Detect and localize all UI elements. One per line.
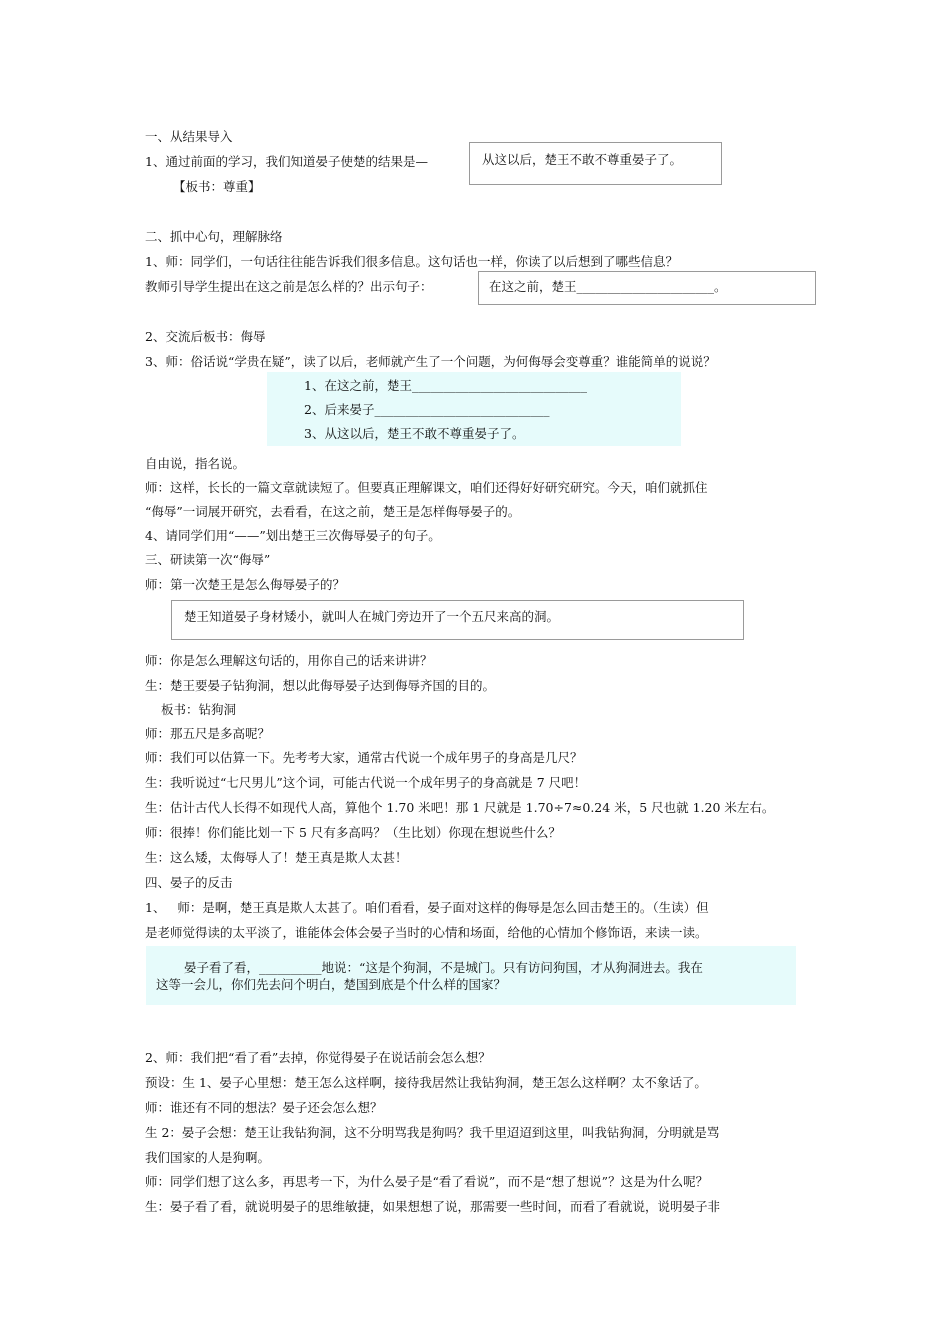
paragraph-line: 是老师觉得读的太平淡了，谁能体会体会晏子当时的心情和场面，给他的心情加个修饰语，来读一读。: [145, 925, 708, 940]
paragraph-line: 生：楚王要晏子钻狗洞，想以此侮辱晏子达到侮辱齐国的目的。: [145, 678, 496, 693]
highlight-line: 2、后来晏子____________________________: [304, 402, 550, 417]
paragraph-line: 生：我听说过“七尺男儿”这个词，可能古代说一个成年男子的身高就是 7 尺吧！: [145, 775, 587, 790]
paragraph-line: 教师引导学生提出在这之前是怎么样的？出示句子：: [145, 279, 433, 294]
paragraph-line: 师：谁还有不同的想法？晏子还会怎么想？: [145, 1100, 383, 1115]
fill-in-box-text: 在这之前，楚王______________________。: [489, 279, 727, 294]
heading-section-4: 四、晏子的反击: [145, 875, 233, 890]
paragraph-line: 师：你是怎么理解这句话的，用你自己的话来讲讲？: [145, 653, 433, 668]
paragraph-line: 生 2：晏子会想：楚王让我钻狗洞，这不分明骂我是狗吗？我千里迢迢到这里，叫我钻狗洞，分明就是骂: [145, 1125, 720, 1140]
heading-section-1: 一、从结果导入: [145, 129, 233, 144]
paragraph-line: 预设：生 1、晏子心里想：楚王怎么这样啊，接待我居然让我钻狗洞，楚王怎么这样啊？太不象话了。: [145, 1075, 707, 1090]
paragraph-line: 师：第一次楚王是怎么侮辱晏子的？: [145, 577, 346, 592]
paragraph-line: 生：估计古代人长得不如现代人高，算他个 1.70 米吧！那 1 尺就是 1.70÷7≈0.24 米，5 尺也就 1.20 米左右。: [145, 800, 775, 815]
paragraph-line: 师：这样，长长的一篇文章就读短了。但要真正理解课文，咱们还得好好研究研究。今天，咱们就抓住: [145, 480, 708, 495]
board-note: 板书：钻狗洞: [161, 702, 237, 717]
highlight-line: 1、在这之前，楚王____________________________: [304, 378, 587, 393]
quote-box: [171, 600, 744, 640]
heading-section-2: 二、抓中心句，理解脉络: [145, 229, 283, 244]
paragraph-line: 师：同学们想了这么多，再思考一下，为什么晏子是“看了看说”，而不是“想了想说”？这是为什么呢？: [145, 1174, 709, 1189]
answer-box: [469, 142, 722, 185]
heading-section-3: 三、研读第一次“侮辱”: [145, 552, 271, 567]
quote-line: 晏子看了看，__________地说：“这是个狗洞，不是城门。只有访问狗国，才从狗洞进去。我在: [184, 960, 703, 975]
quote-line: 这等一会儿，你们先去问个明白，楚国到底是个什么样的国家？: [156, 977, 507, 992]
paragraph-line: 师：很捧！你们能比划一下 5 尺有多高吗？（生比划）你现在想说些什么？: [145, 825, 561, 840]
paragraph-line: 1、 师：是啊，楚王真是欺人太甚了。咱们看看，晏子面对这样的侮辱是怎么回击楚王的。（生读）但: [145, 900, 709, 915]
answer-box-text: 从这以后，楚王不敢不尊重晏子了。: [482, 152, 683, 167]
paragraph-line: 3、师：俗话说“学贵在疑”，读了以后，老师就产生了一个问题，为何侮辱会变尊重？谁能简单的说说？: [145, 354, 716, 369]
paragraph-line: 2、交流后板书：侮辱: [145, 329, 266, 344]
paragraph-line: 师：我们可以估算一下。先考考大家，通常古代说一个成年男子的身高是几尺？: [145, 750, 583, 765]
highlight-line: 3、从这以后，楚王不敢不尊重晏子了。: [304, 426, 525, 441]
board-note: 【板书：尊重】: [173, 179, 261, 194]
quote-highlight-box: [146, 946, 796, 1005]
paragraph-line: 生：晏子看了看，就说明晏子的思维敏捷，如果想想了说，那需要一些时间，而看了看就说，说明晏子非: [145, 1199, 721, 1214]
paragraph-line: 师：那五尺是多高呢？: [145, 726, 271, 741]
quote-box-text: 楚王知道晏子身材矮小，就叫人在城门旁边开了一个五尺来高的洞。: [184, 609, 560, 624]
paragraph-line: 1、通过前面的学习，我们知道晏子使楚的结果是—: [145, 154, 428, 169]
paragraph-line: 自由说，指名说。: [145, 456, 246, 471]
highlight-box: [267, 372, 681, 446]
paragraph-line: 我们国家的人是狗啊。: [145, 1150, 271, 1165]
paragraph-line: 4、请同学们用“——”划出楚王三次侮辱晏子的句子。: [145, 528, 441, 543]
paragraph-line: 2、师：我们把“看了看”去掉，你觉得晏子在说话前会怎么想？: [145, 1050, 491, 1065]
fill-in-box: [478, 271, 816, 305]
paragraph-line: 1、师：同学们，一句话往往能告诉我们很多信息。这句话也一样，你读了以后想到了哪些信息？: [145, 254, 678, 269]
paragraph-line: 生：这么矮，太侮辱人了！楚王真是欺人太甚！: [145, 850, 408, 865]
paragraph-line: “侮辱”一词展开研究，去看看，在这之前，楚王是怎样侮辱晏子的。: [145, 504, 521, 519]
